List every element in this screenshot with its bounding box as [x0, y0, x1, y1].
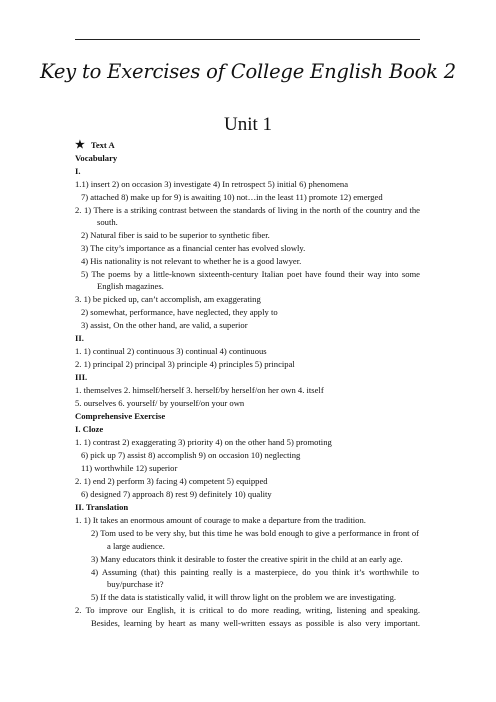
section-heading-line: Comprehensive Exercise — [75, 411, 166, 421]
section-heading-line: Vocabulary — [75, 153, 118, 163]
text-line: 1.1) insert 2) on occasion 3) investigate 4) In retrospect 5) initial 6) phenomena — [75, 179, 349, 189]
text-line: 2) somewhat, performance, have neglected, they apply to — [81, 307, 278, 317]
text-line: 2. 1) principal 2) principal 3) principle 4) principles 5) principal — [75, 359, 295, 369]
text-line: 5) If the data is statistically valid, it will throw light on the problem we are investigating. — [91, 592, 397, 602]
text-line: 7) attached 8) make up for 9) is awaiting 10) not…in the least 11) promote 12) emerged — [81, 192, 383, 202]
text-line: 5. ourselves 6. yourself/ by yourself/on your own — [75, 398, 245, 408]
section-heading — [75, 140, 115, 151]
text-line: 1. themselves 2. himself/herself 3. herself/by herself/on her own 4. itself — [75, 385, 324, 395]
text-line: 6) designed 7) approach 8) rest 9) definitely 10) quality — [81, 489, 272, 499]
text-line: 4) Assuming (that) this painting really is a masterpiece, do you think it’s worthwhile to — [91, 567, 419, 577]
text-line: south. — [97, 217, 118, 227]
text-line: 4) His nationality is not relevant to whether he is a good lawyer. — [81, 256, 302, 266]
section-heading-line: I. Cloze — [75, 424, 104, 434]
text-line: 11) worthwhile 12) superior — [81, 463, 178, 473]
text-line: 3) assist, On the other hand, are valid, a superior — [81, 320, 248, 330]
text-line: 6) pick up 7) assist 8) accomplish 9) on occasion 10) neglecting — [81, 450, 301, 460]
text-line: 1. 1) contrast 2) exaggerating 3) priority 4) on the other hand 5) promoting — [75, 437, 332, 447]
text-line: 2) Natural fiber is said to be superior to synthetic fiber. — [81, 230, 270, 240]
text-line: 1. 1) continual 2) continuous 3) continual 4) continuous — [75, 346, 267, 356]
section-heading-line: I. — [75, 166, 81, 176]
text-line: 5) The poems by a little-known sixteenth-century Italian poet have found their way into some — [81, 269, 420, 279]
unit-heading: Unit 1 — [223, 114, 273, 135]
text-line: 1. 1) It takes an enormous amount of courage to make a departure from the tradition. — [75, 515, 366, 525]
document-title: Key to Exercises of College English Book 2 — [40, 60, 456, 83]
header-rule — [75, 39, 420, 40]
text-line: 2. 1) There is a striking contrast between the standards of living in the north of the country and the — [75, 205, 420, 215]
text-line: buy/purchase it? — [107, 579, 164, 589]
text-line: a large audience. — [107, 541, 165, 551]
text-line: 2. To improve our English, it is critical to do more reading, writing, listening and speaking. — [75, 605, 420, 615]
section-heading-line: II. — [75, 333, 84, 343]
section-label: Text A — [90, 140, 115, 150]
text-line: 2) Tom used to be very shy, but this time he was bold enough to give a performance in front of — [91, 528, 419, 538]
section-heading-line: II. Translation — [75, 502, 129, 512]
text-line: 2. 1) end 2) perform 3) facing 4) competent 5) equipped — [75, 476, 268, 486]
section-heading-line: III. — [75, 372, 88, 382]
text-line: Besides, learning by heart as many well-written essays as possible is also very important. — [91, 618, 420, 628]
text-line: 3) Many educators think it desirable to foster the creative spirit in the child at an early age. — [91, 554, 403, 564]
text-line: 3. 1) be picked up, can’t accomplish, am exaggerating — [75, 294, 261, 304]
star-icon: ★ — [75, 139, 85, 151]
text-line: English magazines. — [97, 281, 164, 291]
text-line: 3) The city’s importance as a financial center has evolved slowly. — [81, 243, 306, 253]
